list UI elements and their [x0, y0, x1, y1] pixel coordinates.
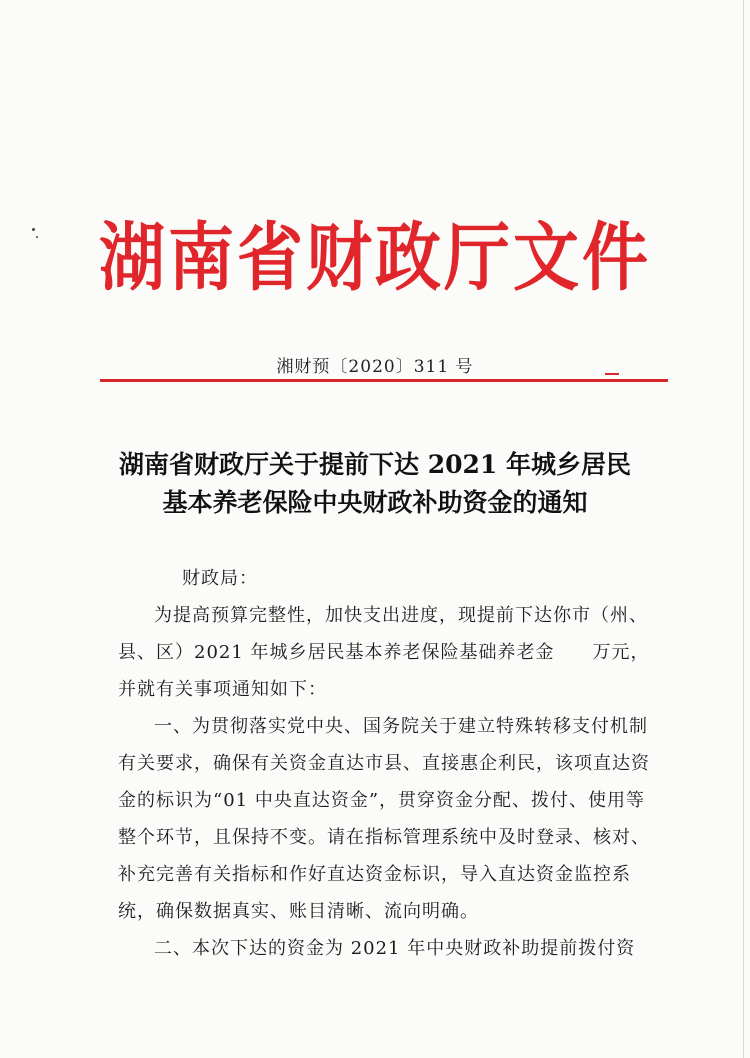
document-body	[118, 560, 663, 967]
document-number: 湘财预〔2020〕311 号	[276, 357, 474, 377]
title-line-1: 湖南省财政厅关于提前下达 2021 年城乡居民	[119, 450, 631, 479]
page-edge	[743, 0, 744, 1058]
paragraph-intro: 为提高预算完整性，加快支出进度，现提前下达你市（州、县、区）2021 年城乡居民基本养老保险基础养老金 万元，并就有关事项通知如下：	[118, 605, 650, 700]
paragraph-item-1: 一、为贯彻落实党中央、国务院关于建立特殊转移支付机制有关要求，确保有关资金直达市县、直接惠企利民，该项直达资金的标识为“01 中央直达资金”，贯穿资金分配、拨付、使用等整个环节，且保持不变。请在指标管理系统中及时登录、核对、补充完善有关指标和作好直达资金标识，导入直达资金监控系统，确保数据真实、账目清晰、流向明确。	[118, 716, 650, 922]
title-line-2: 基本养老保险中央财政补助资金的通知	[162, 488, 588, 517]
issuer-header-title: 湖南省财政厅文件	[99, 213, 651, 301]
red-rule-tick	[605, 373, 619, 375]
paragraph-item-2: 二、本次下达的资金为 2021 年中央财政补助提前拨付资	[154, 938, 636, 959]
salutation: 财政局：	[182, 568, 258, 589]
red-separator-rule	[100, 379, 668, 382]
document-title	[0, 446, 750, 522]
